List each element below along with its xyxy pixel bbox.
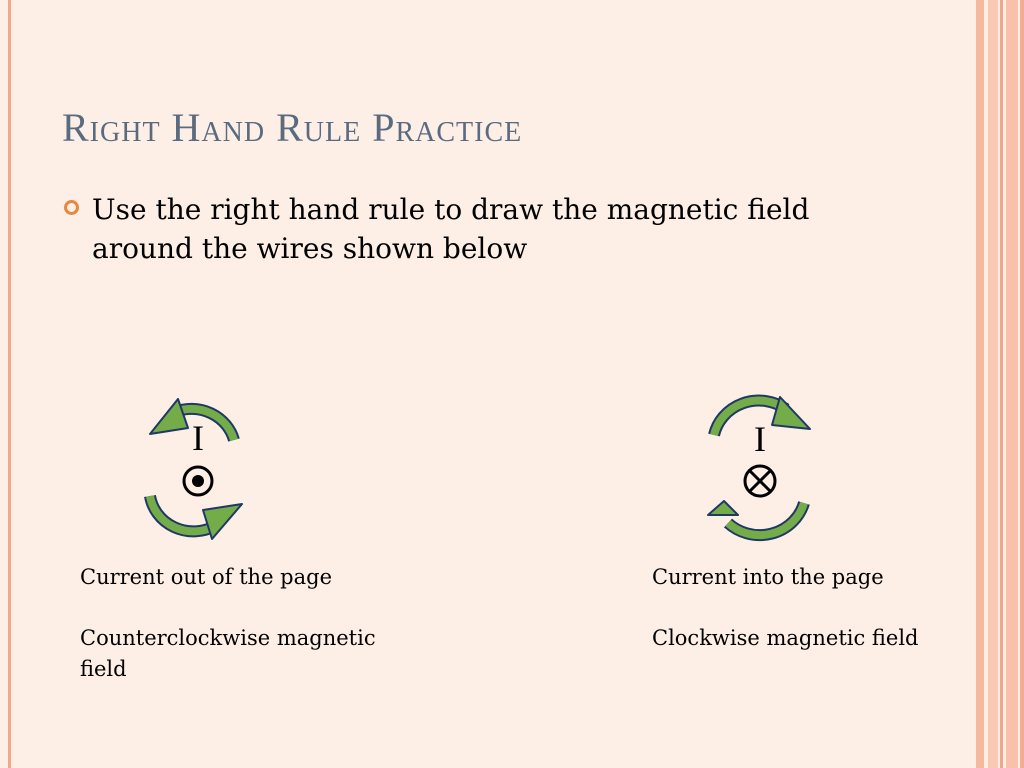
right-border-bars xyxy=(976,0,1024,768)
right-wire-diagram xyxy=(694,385,824,555)
dot-in-circle-icon xyxy=(184,467,212,495)
ccw-bottom-arrow-icon xyxy=(150,496,242,539)
left-wire-diagram xyxy=(130,390,260,550)
bullet-icon xyxy=(64,200,79,215)
x-in-circle-icon xyxy=(745,466,775,496)
left-border-stripe xyxy=(8,0,11,768)
slide-title: Right Hand Rule Practice xyxy=(62,105,523,150)
right-caption-current: Current into the page xyxy=(652,565,884,589)
bullet-text: Use the right hand rule to draw the magnetic field around the wires shown below xyxy=(92,193,810,265)
right-caption xyxy=(652,562,972,654)
cw-bottom-arrow-icon xyxy=(708,501,804,535)
left-caption xyxy=(80,562,420,685)
right-current-label: I xyxy=(754,419,766,459)
left-caption-field: Counterclockwise magnetic field xyxy=(80,626,376,681)
right-caption-field: Clockwise magnetic field xyxy=(652,626,919,650)
left-current-label: I xyxy=(192,418,204,458)
left-caption-current: Current out of the page xyxy=(80,565,333,589)
